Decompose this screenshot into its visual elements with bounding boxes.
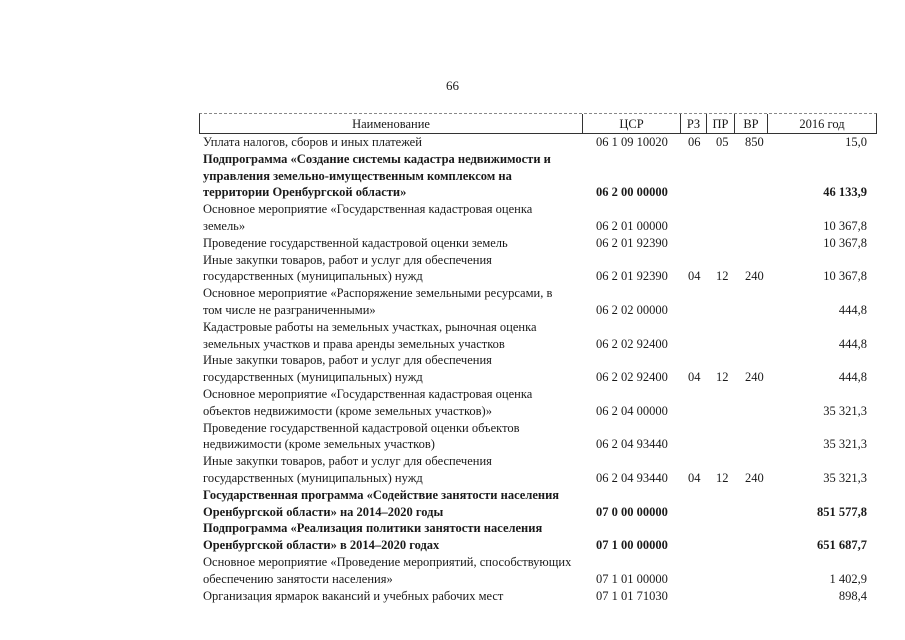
row-name: Подпрограмма «Реализация политики занятости населения Оренбургской области» в 2014–2020 годах (203, 521, 543, 553)
row-csr: 07 1 01 71030 (596, 588, 668, 603)
page-number: 66 (446, 78, 459, 93)
row-amount: 35 321,3 (823, 437, 867, 452)
table-row (0, 252, 905, 286)
row-csr: 06 2 04 93440 (596, 470, 668, 485)
row-csr: 06 2 02 92400 (596, 370, 668, 385)
column-header-pr: ПР (706, 114, 734, 133)
row-amount: 444,8 (838, 336, 867, 351)
row-vr: 850 (745, 135, 764, 149)
row-name: Основное мероприятие «Распоряжение земельными ресурсами, в том числе не разграниченными» (203, 286, 553, 317)
row-name: Иные закупки товаров, работ и услуг для обеспечения государственных (муниципальных) нужд (203, 353, 492, 385)
row-name: Организация ярмарок вакансий и учебных рабочих мест (203, 588, 504, 603)
row-name: Уплата налогов, сборов и иных платежей (203, 135, 422, 149)
row-csr: 06 2 02 92400 (596, 336, 668, 351)
row-csr: 07 1 01 00000 (596, 571, 668, 586)
row-rz: 04 (688, 370, 701, 385)
row-vr: 240 (745, 470, 764, 485)
row-vr: 240 (745, 370, 764, 385)
row-name: Основное мероприятие «Государственная кадастровая оценка объектов недвижимости (кроме земельных участков)» (203, 386, 533, 418)
row-amount: 35 321,3 (823, 403, 867, 418)
row-csr: 06 2 01 92390 (596, 269, 668, 284)
row-csr: 07 1 00 00000 (596, 538, 668, 553)
row-amount: 851 577,8 (817, 504, 867, 519)
row-csr: 06 2 02 00000 (596, 302, 668, 317)
table-row (0, 588, 905, 605)
row-name: Государственная программа «Содействие занятости населения Оренбургской области» на 2014–2020 годы (203, 487, 560, 519)
row-name: Подпрограмма «Создание системы кадастра недвижимости и управления земельно-имущественным комплексом на территории Оренбургской области» (203, 151, 551, 200)
row-amount: 10 367,8 (823, 269, 867, 284)
row-pr: 12 (716, 470, 729, 485)
row-amount: 651 687,7 (817, 538, 867, 553)
row-amount: 444,8 (838, 370, 867, 385)
table-header (199, 113, 877, 134)
row-csr: 06 2 01 92390 (596, 235, 668, 250)
row-csr: 06 2 04 00000 (596, 403, 668, 418)
row-amount: 10 367,8 (823, 218, 867, 233)
row-name: Основное мероприятие «Государственная кадастровая оценка земель» (203, 202, 533, 233)
row-name: Иные закупки товаров, работ и услуг для обеспечения государственных (муниципальных) нужд (203, 252, 492, 284)
table-row (0, 386, 905, 420)
table-row (0, 285, 905, 319)
table-row (0, 554, 905, 588)
table-row (0, 319, 905, 353)
row-amount: 1 402,9 (829, 571, 867, 586)
column-header-year: 2016 год (767, 114, 876, 133)
table-row (0, 520, 905, 554)
row-amount: 15,0 (845, 135, 867, 149)
row-name: Кадастровые работы на земельных участках, рыночная оценка земельных участков и права аренды земельных участков (203, 319, 537, 351)
row-rz: 06 (688, 135, 701, 149)
row-amount: 10 367,8 (823, 235, 867, 250)
row-csr: 06 2 04 93440 (596, 437, 668, 452)
row-amount: 444,8 (838, 302, 867, 317)
column-header-vr: ВР (734, 114, 767, 133)
table-row (0, 151, 905, 201)
table-row (0, 235, 905, 252)
column-header-name: Наименование (352, 117, 430, 131)
row-name: Проведение государственной кадастровой оценки объектов недвижимости (кроме земельных участков) (203, 420, 520, 452)
table-row (0, 201, 905, 235)
row-rz: 04 (688, 470, 701, 485)
row-vr: 240 (745, 269, 764, 284)
row-csr: 06 1 09 10020 (596, 135, 668, 149)
row-pr: 05 (716, 135, 729, 149)
row-name: Основное мероприятие «Проведение мероприятий, способствующих обеспечению занятости населения» (203, 554, 572, 586)
row-amount: 35 321,3 (823, 470, 867, 485)
table-row (0, 453, 905, 487)
table-row (0, 134, 905, 151)
row-amount: 898,4 (838, 588, 867, 603)
row-name: Проведение государственной кадастровой оценки земель (203, 235, 508, 250)
row-pr: 12 (716, 269, 729, 284)
row-pr: 12 (716, 370, 729, 385)
table-row (0, 352, 905, 386)
row-name: Иные закупки товаров, работ и услуг для обеспечения государственных (муниципальных) нужд (203, 454, 492, 485)
column-header-rz: РЗ (680, 114, 706, 133)
column-header-csr: ЦСР (582, 114, 680, 133)
table-body (0, 134, 905, 604)
table-row (0, 420, 905, 454)
row-csr: 06 2 00 00000 (596, 185, 668, 200)
row-rz: 04 (688, 269, 701, 284)
row-csr: 06 2 01 00000 (596, 218, 668, 233)
row-csr: 07 0 00 00000 (596, 504, 668, 519)
table-row (0, 487, 905, 521)
row-amount: 46 133,9 (823, 185, 867, 200)
